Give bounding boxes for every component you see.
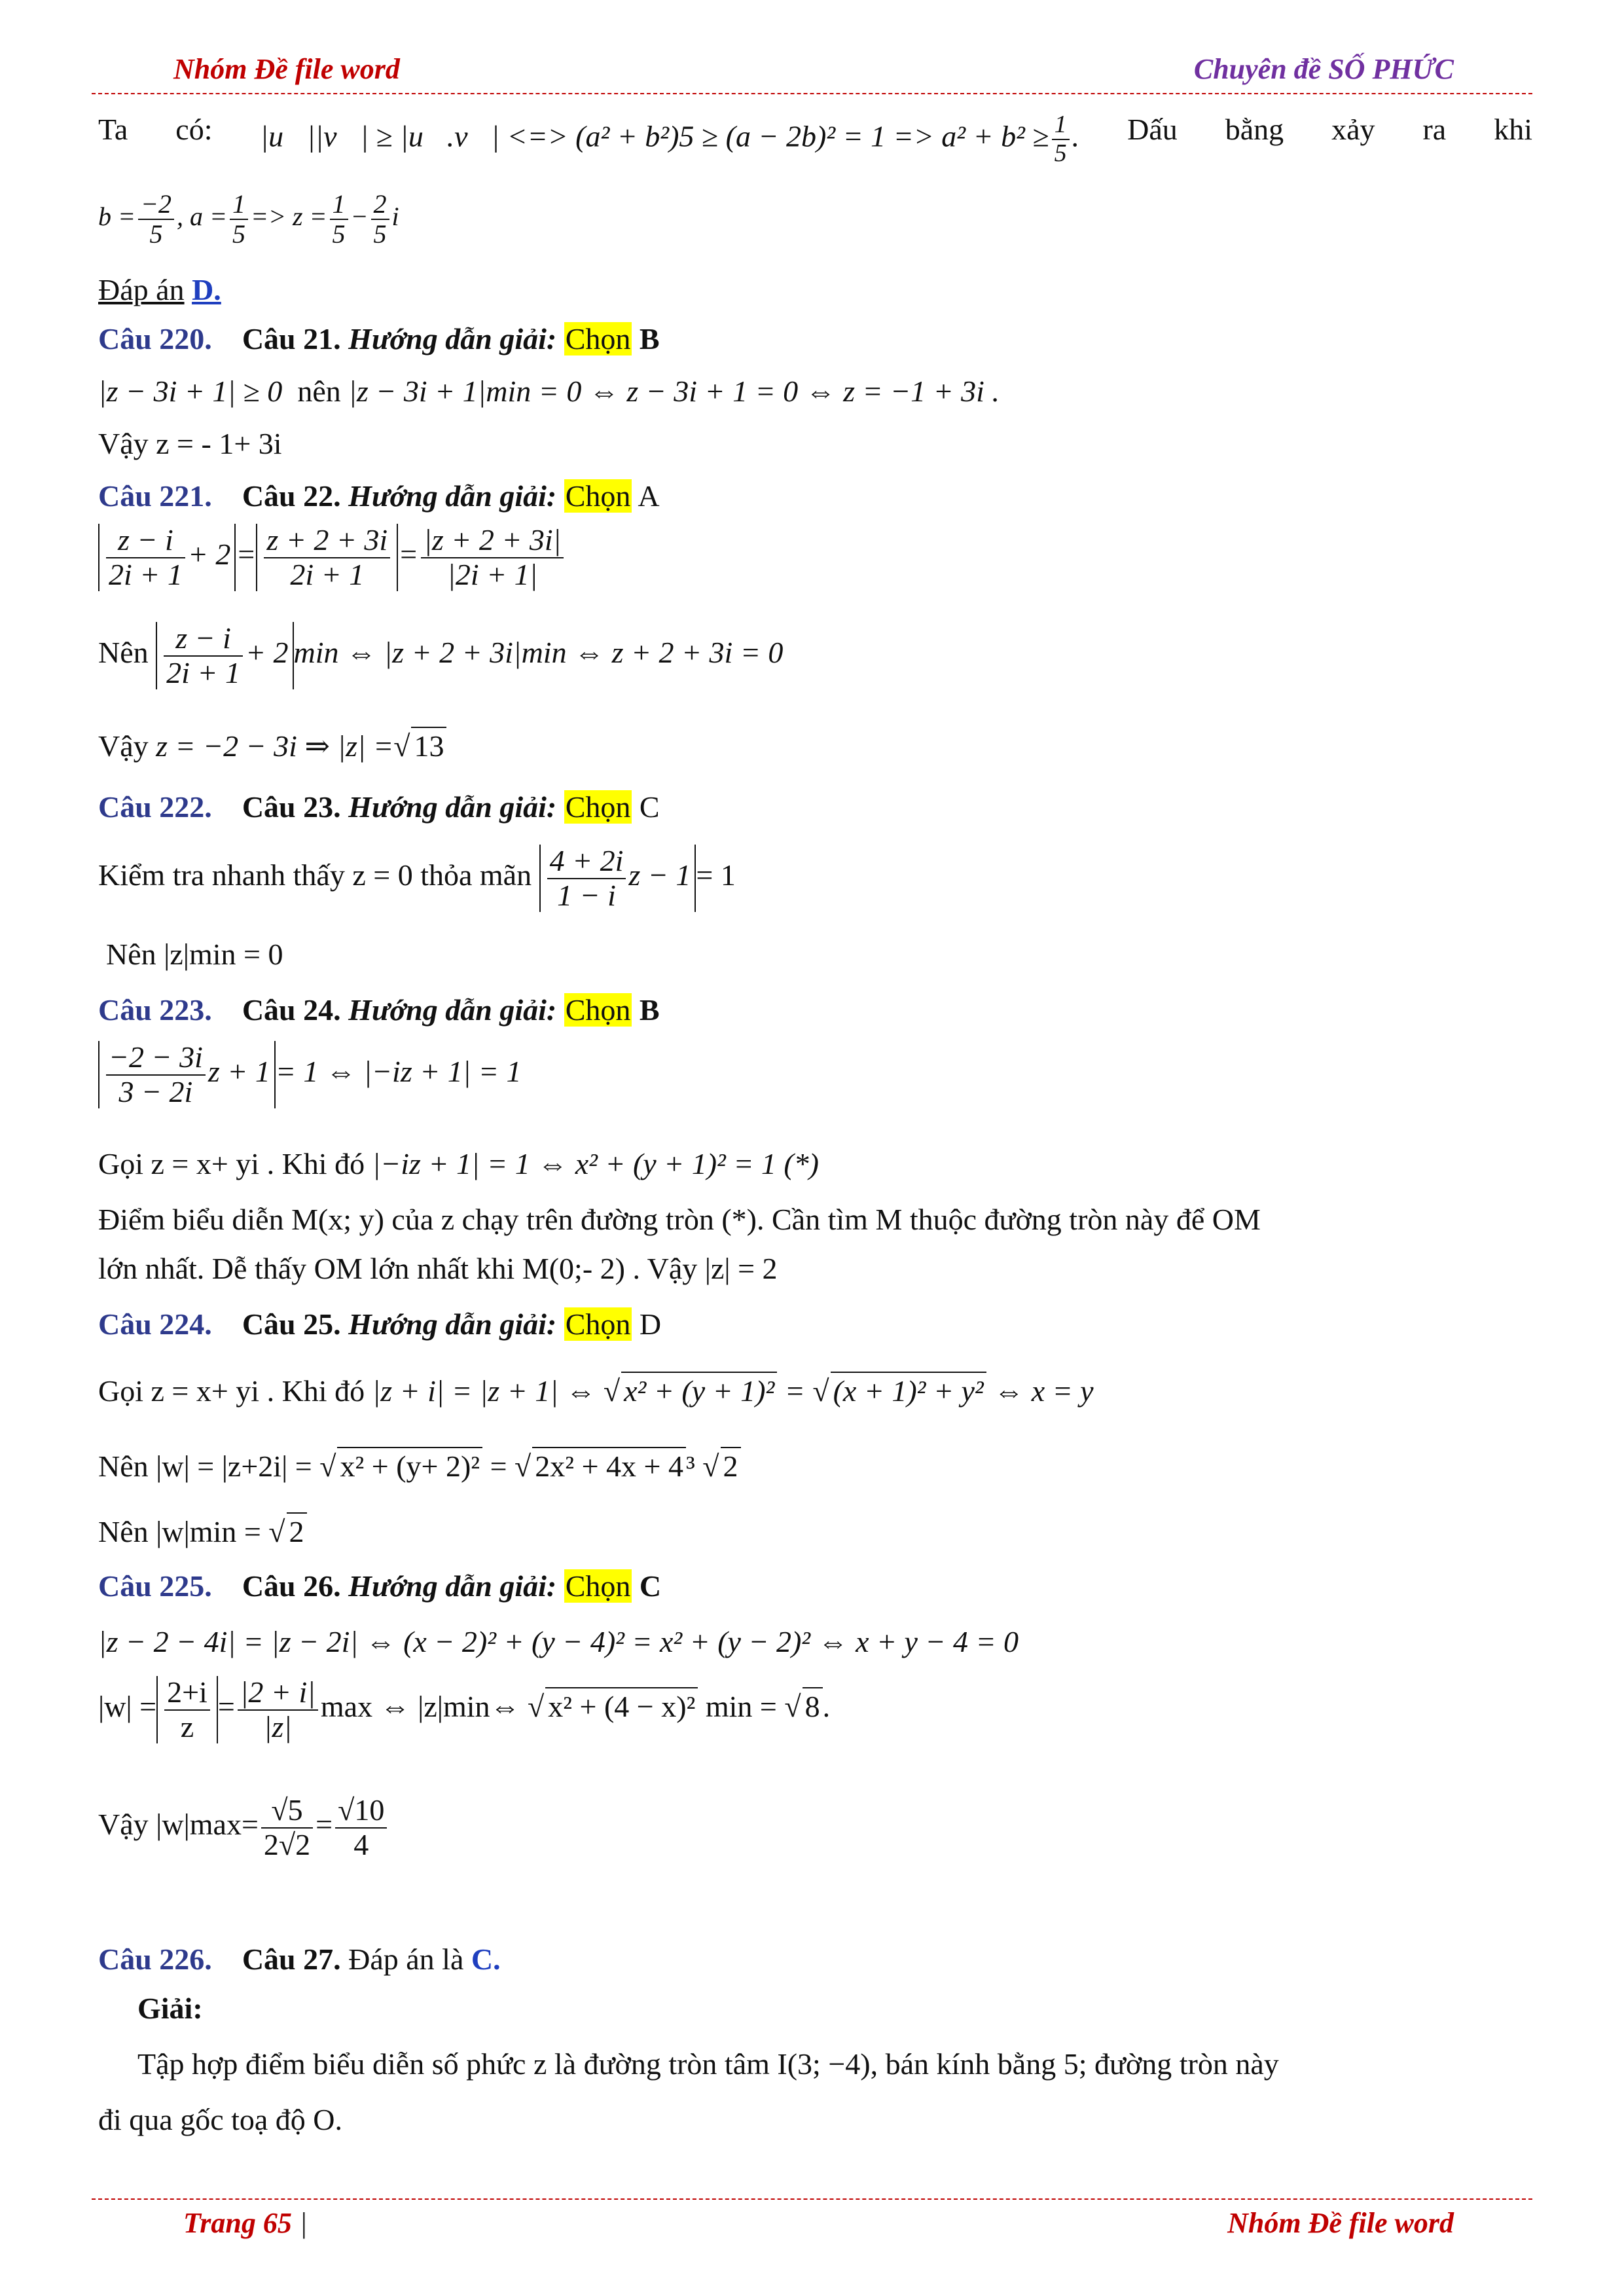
q224-heading: Câu 224. Câu 25. Hướng dẫn giải: Chọn D	[98, 1307, 662, 1341]
q225-line2: |w| = $\frac{2+i}{z}$ = $\frac{|2 + i|}{|z|}$ max ⇔ |z|min⇔ √ x² + (4 − x)² min = √ 8.	[98, 1675, 831, 1743]
footer-page: Trang 65 |	[183, 2207, 307, 2239]
header-left: Nhóm Đề file word	[173, 53, 400, 85]
footer-right: Nhóm Đề file word	[1227, 2207, 1454, 2239]
page-footer	[92, 2206, 1532, 2246]
q223-line1: $\frac{-2 - 3i}{3 - 2i}$ z + 1 = 1 ⇔ |−iz + 1| = 1	[98, 1041, 1532, 1108]
footer-divider	[92, 2198, 1532, 2200]
q220-line1: |z − 3i + 1| ≥ 0 nên |z − 3i + 1|min = 0 ⇔ z − 3i + 1 = 0 ⇔ z = −1 + 3i .	[98, 374, 1000, 408]
q222-line1: Kiểm tra nhanh thấy z = 0 thỏa mãn $\frac{4 + 2i}{1 - i}$ z − 1 = 1	[98, 844, 736, 912]
q221-line2: Nên $\frac{z - i}{2i + 1}$ + 2 min ⇔ |z + 2 + 3i|min ⇔ z + 2 + 3i = 0	[98, 621, 784, 689]
q223-heading: Câu 223. Câu 24. Hướng dẫn giải: Chọn B	[98, 993, 660, 1027]
q225-line1: |z − 2 − 4i| = |z − 2i| ⇔ (x − 2)² + (y − 4)² = x² + (y − 2)² ⇔ x + y − 4 = 0	[98, 1625, 1019, 1658]
q222-heading: Câu 222. Câu 23. Hướng dẫn giải: Chọn C	[98, 790, 660, 824]
q222-line2: Nên |z|min = 0	[106, 938, 283, 971]
page-header	[92, 52, 1532, 92]
cauchy-ineq: |u⃗||v⃗| ≥ |u⃗.v⃗| <=> (a² + b²)5 ≥ (a − 2b)² = 1 => a² + b² ≥ $\frac{1}{5}$ .	[260, 111, 1080, 167]
q221-heading: Câu 221. Câu 22. Hướng dẫn giải: Chọn A	[98, 479, 660, 513]
q224-line3: Nên |w|min = √ 2	[98, 1512, 1532, 1550]
q226-heading: Câu 226. Câu 27. Đáp án là C.	[98, 1942, 501, 1976]
top-answer: Đáp án D.	[98, 273, 221, 306]
top-line-2: b = $\frac{-2}{5}$ , a = $\frac{1}{5}$ => z = $\frac{1}{5}$ − $\frac{2}{5}$ i	[98, 189, 399, 249]
q224-line2: Nên |w| = |z+2i| = √ x² + (y+ 2)² = √ 2x² + 4x + 4³ √ 2	[98, 1447, 1532, 1484]
q223-line4: lớn nhất. Dễ thấy OM lớn nhất khi M(0;- 2) . Vậy |z| = 2	[98, 1252, 778, 1285]
q225-heading: Câu 225. Câu 26. Hướng dẫn giải: Chọn C	[98, 1569, 662, 1603]
q226-line1: Tập hợp điểm biểu diễn số phức z là đường tròn tâm I(3; −4), bán kính bằng 5; đường tròn này	[137, 2047, 1279, 2081]
q225-line3: Vậy |w|max= $\frac{√5}{2√2}$ = $\frac{√10}{4}$	[98, 1794, 1532, 1861]
top-line-1: Ta có: |u⃗||v⃗| ≥ |u⃗.v⃗| <=> (a² + b²)5 ≥ (a − 2b)² = 1 => a² + b² ≥ $\frac{1}{5}$ . Dấu bằng xảy ra khi	[98, 111, 1532, 167]
q224-line1: Gọi z = x+ yi . Khi đó |z + i| = |z + 1| ⇔ √ x² + (y + 1)² = √ (x + 1)² + y² ⇔ x = y	[98, 1372, 1532, 1409]
ta-word: Ta	[98, 113, 128, 146]
q220-line2: Vậy z = - 1+ 3i	[98, 427, 282, 460]
q226-giai: Giải:	[137, 1992, 203, 2025]
co-word: có:	[175, 113, 213, 146]
header-right: Chuyên đề SỐ PHỨC	[1193, 53, 1454, 85]
q221-line3: Vậy z = −2 − 3i ⇒ |z| =√ 13	[98, 727, 1532, 764]
q226-line2: đi qua gốc toạ độ O.	[98, 2103, 343, 2136]
q223-line2: Gọi z = x+ yi . Khi đó |−iz + 1| = 1 ⇔ x² + (y + 1)² = 1 (*)	[98, 1147, 820, 1180]
q220-heading: Câu 220. Câu 21. Hướng dẫn giải: Chọn B	[98, 322, 660, 355]
header-divider	[92, 93, 1532, 94]
q221-line1: $\frac{z - i}{2i + 1}$ + 2 = $\frac{z + 2 + 3i}{2i + 1}$ = $\frac{|z + 2 + 3i|}{|2i + 1|}$	[98, 524, 1532, 591]
q223-line3: Điểm biểu diễn M(x; y) của z chạy trên đường tròn (*). Cần tìm M thuộc đường tròn này để OM	[98, 1203, 1261, 1236]
